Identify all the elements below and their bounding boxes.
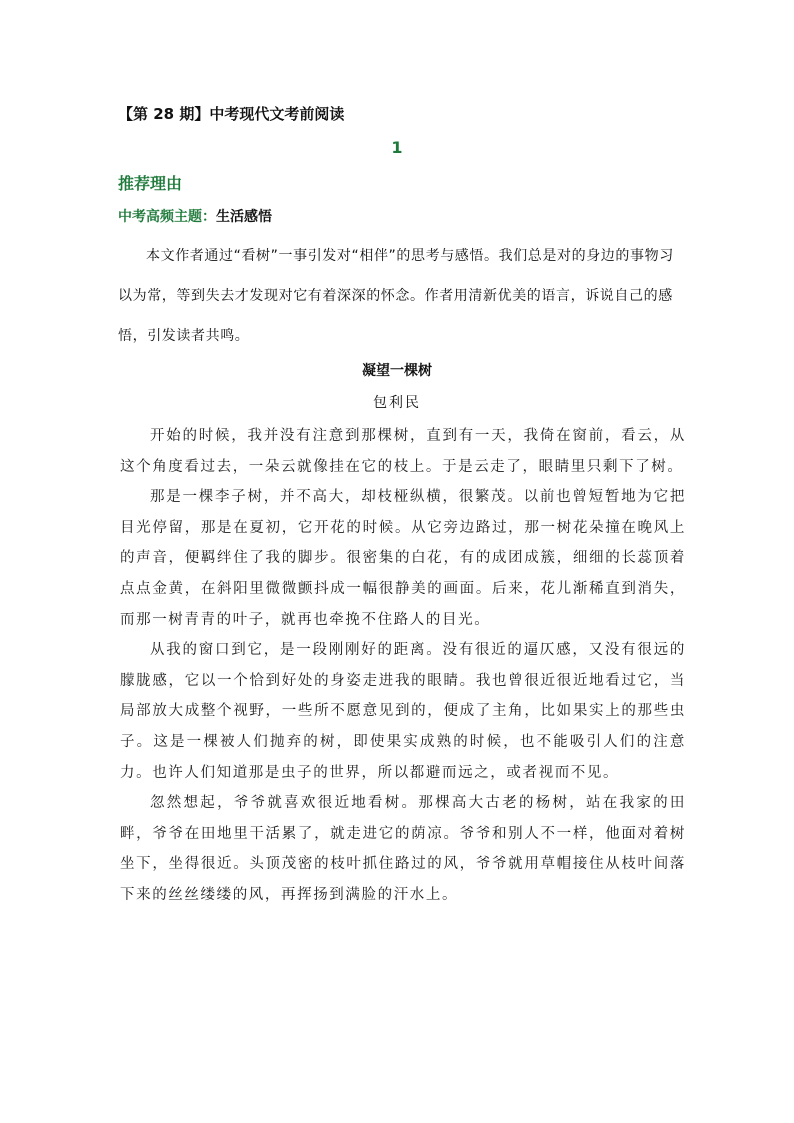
recommendation-heading: 推荐理由 bbox=[118, 174, 183, 193]
section-number: 1 bbox=[391, 138, 403, 157]
article-paragraph: 开始的时候，我并没有注意到那棵树，直到有一天，我倚在窗前，看云，从这个角度看过去，一朵云就像挂在它的枝上。于是云走了，眼睛里只剩下了树。 bbox=[120, 428, 686, 475]
article-paragraph: 忽然想起，爷爷就喜欢很近地看树。那棵高大古老的杨树，站在我家的田畔，爷爷在田地里干活累了，就走进它的荫凉。爷爷和别人不一样，他面对着树坐下，坐得很近。头顶茂密的枝叶抓住路过的风，爷爷就用草帽接住从枝叶间落下来的丝丝缕缕的风，再挥扬到满脸的汗水上。 bbox=[120, 795, 686, 903]
recommendation-intro: 本文作者通过“看树”一事引发对“相伴”的思考与感悟。我们总是对的身边的事物习以为常，等到失去才发现对它有着深深的怀念。作者用清新优美的语言，诉说自己的感悟，引发读者共鸣。 bbox=[118, 248, 674, 344]
article-author: 包利民 bbox=[373, 395, 421, 411]
article-title: 凝望一棵树 bbox=[362, 363, 432, 379]
article-paragraph: 那是一棵李子树，并不高大，却枝桠纵横，很繁茂。以前也曾短暂地为它把目光停留，那是在夏初，它开花的时候。从它旁边路过，那一树花朵撞在晚风上的声音，便羁绊住了我的脚步。很密集的白花，有的成团成簇，细细的长蕊顶着点点金黄，在斜阳里微微颤抖成一幅很静美的画面。后来，花儿渐稀直到消失，而那一树青青的叶子，就再也牵挽不住路人的目光。 bbox=[120, 489, 686, 628]
article-paragraph: 从我的窗口到它，是一段刚刚好的距离。没有很近的逼仄感，又没有很远的朦胧感，它以一个恰到好处的身姿走进我的眼睛。我也曾很近很近地看过它，当局部放大成整个视野，一些所不愿意见到的，便成了主角，比如果实上的那些虫子。这是一棵被人们抛弃的树，即使果实成熟的时候，也不能吸引人们的注意力。也许人们知道那是虫子的世界，所以都避而远之，或者视而不见。 bbox=[120, 642, 686, 781]
issue-title: 【第 28 期】中考现代文考前阅读 bbox=[118, 105, 345, 123]
article-body bbox=[120, 421, 686, 911]
theme-value: 生活感悟 bbox=[216, 209, 272, 225]
theme-label: 中考高频主题： bbox=[118, 209, 216, 225]
theme-line bbox=[118, 206, 272, 226]
